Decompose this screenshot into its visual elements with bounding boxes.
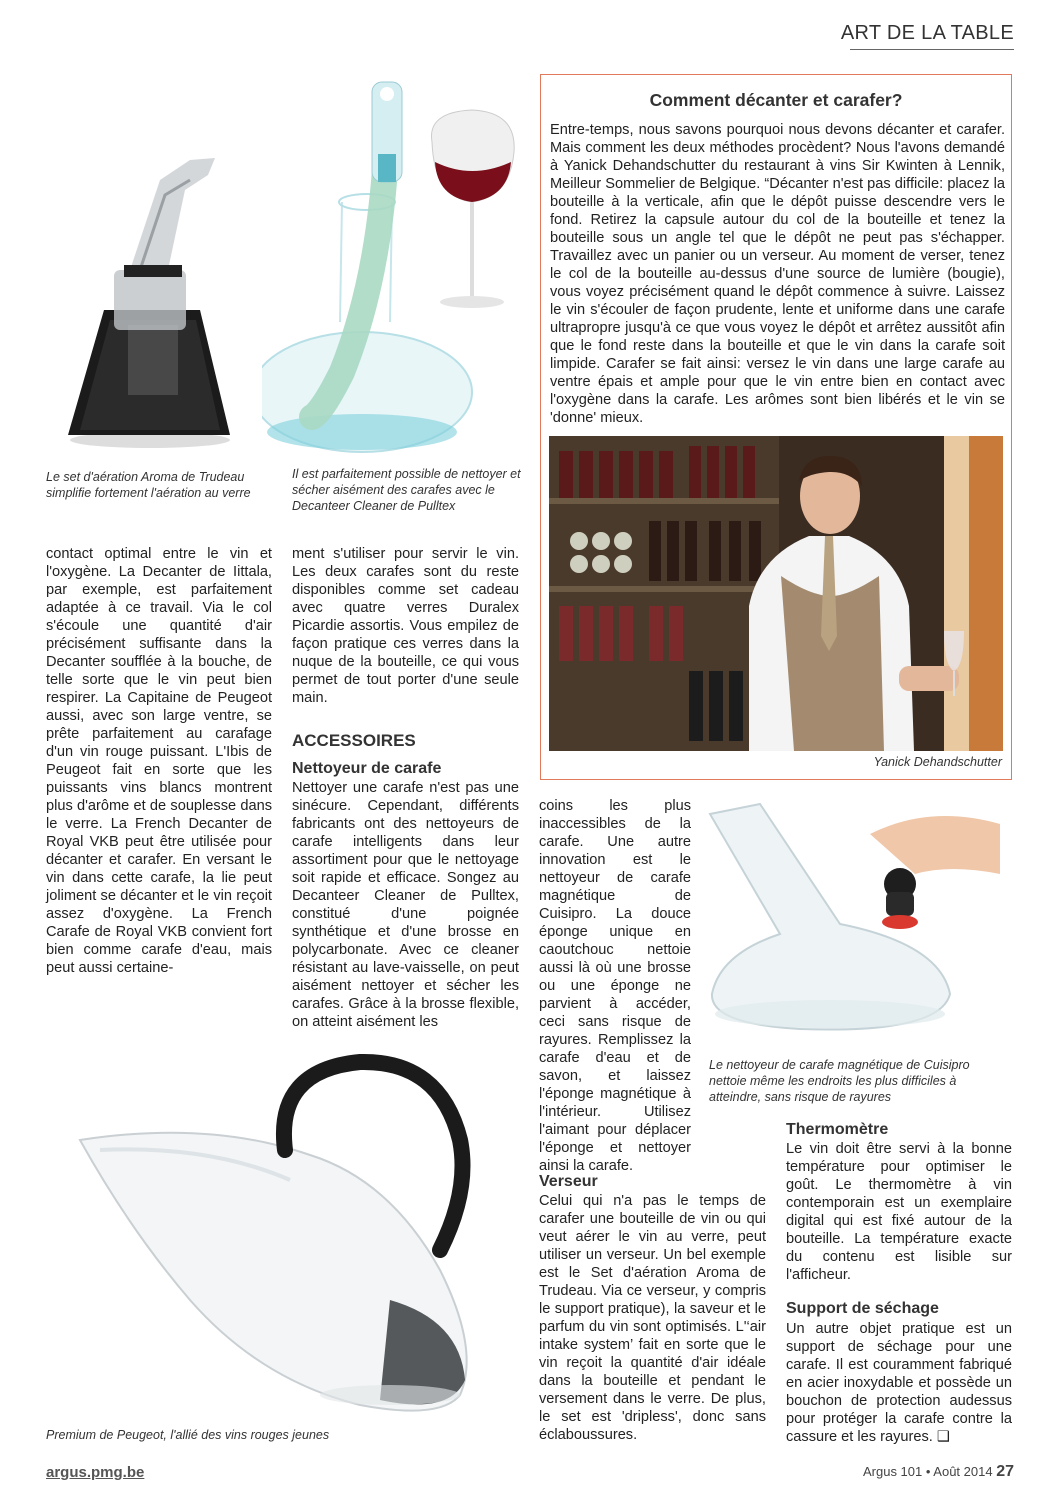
page-number: 27 (996, 1463, 1014, 1480)
footer-site-link[interactable]: argus.pmg.be (46, 1464, 145, 1481)
peugeot-decanter-image (60, 1050, 530, 1422)
accessoires-heading: ACCESSOIRES (292, 731, 416, 750)
nettoyeur-heading: Nettoyeur de carafe (292, 760, 442, 777)
support-body-text: Un autre objet pratique est un support de séchage pour une carafe. Il est couramment fabriqué en acier inoxydable et possède un bouchon de protection audessus pour protéger la carafe contre la cassure et les rayures. (786, 1321, 1012, 1445)
nettoyeur-body: Nettoyer une carafe n'est pas une sinécure. Cependant, différents fabricants ont des nettoyeurs de carafe intelligents dans leur assortiment pour que le nettoyage soit rapide et efficace. Songez au Decanteer Cleaner de Pulltex, constitué d'une poignée synthétique et d'une brosse en polycarbonate. Avec ce cleaner résistant au lave-vaisselle, on peut aisément nettoyer et sécher les carafes. Grâce à la brosse flexible, on atteint aisément les (292, 780, 519, 1030)
box-title: Comment décanter et carafer? (649, 90, 903, 110)
verseur-body: Celui qui n'a pas le temps de carafer une bouteille de vin ou qui veut aérer le vin au verre, peut utiliser un verseur. Un bel exemple est le Set d'aération Aroma de Trudeau. Via ce verseur, y compris le support pratique), la saveur et le parfum du vin sont optimisés. L'‘air intake system’ fait en sorte que le vin reçoit la quantité d'air idéale dans la bouteille et pendant le versement dans le verre. De plus, le set est 'dripless', donc sans éclaboussures. (539, 1193, 766, 1443)
thermometre-heading: Thermomètre (786, 1121, 889, 1138)
cuisipro-cleaner-image (700, 794, 1012, 1050)
verseur-heading: Verseur (539, 1173, 598, 1190)
column-2-intro: ment s'utiliser pour servir le vin. Les deux carafes sont du reste disponibles comme set cadeau avec quatre verres Duralex Picardie assortis. Vous empilez de façon pratique ces verres dans la nuque de la bouteille, ce qui vous permet de tout porter d'une seule main. (292, 546, 519, 706)
caption-aroma: Le set d'aération Aroma de Trudeau simplifie fortement l'aération au verre (46, 470, 251, 500)
column-1-text: contact optimal entre le vin et l'oxygène. La Decanter de Iittala, par exemple, est parfaitement adaptée à ce travail. Via le col s'écoule une quantité d'air précisément suffisante dans la Decanter soufflée à la bouche, de telle sorte que le vin peut bien respirer. La Capitaine de Peugeot aussi, avec son large ventre, se prête parfaitement au carafage d'un vin rouge puissant. L'Ibis de Peugeot fait en sorte que les puissants vins blancs montrent plus d'arôme et de souplesse dans le verre. La French Decanter de Royal VKB peut être utilisée pour décanter et carafer. En versant le vin dans cette carafe, la lie peut joliment se décanter et le vin reçoit assez d'oxygène. La French Carafe de Royal VKB convient fort bien comme carafe d'eau, mais peut aussi certaine- (46, 546, 272, 976)
sommelier-photo (549, 436, 1003, 751)
box-body: Entre-temps, nous savons pourquoi nous devons décanter et carafer. Mais comment les deux méthodes procèdent? Nous l'avons demandé à Yanick Dehandschutter du restaurant à vins Sir Kwinten à Lennik, Meilleur Sommelier de Belgique. “Décanter n'est pas difficile: placez la bouteille à la verticale, afin que le dépôt puisse descendre vers le fond. Retirez la capsule autour du col de la bouteille et tenez la bouteille sous un angle tel que le dépôt ne peut pas s'échapper. Travaillez avec un panier ou un verseur. Au moment de verser, tenez le col de la bouteille au-dessus d'une source de lumière (bougie), vous voyez précisément quand le dépôt commence à suivre. Laissez le vin s'écouler de façon prudente, lente et uniforme dans une carafe ultrapropre jusqu'à ce que vous voyez le dépôt et arrêtez aussitôt afin que le fond reste dans la bouteille et que le vin dans la carafe soit limpide. Carafer se fait ainsi: versez le vin dans une large carafe au ventre épais et ample pour que le vin entre bien en contact avec l'oxygène dans la carafe. Les arômes sont bien libérés et le vin se 'donne' mieux. (550, 122, 1005, 426)
end-mark-icon: ❑ (936, 1429, 950, 1445)
issue-label: Argus 101 • Août 2014 (862, 1464, 993, 1479)
caption-cuisipro: Le nettoyeur de carafe magnétique de Cuisipro nettoie même les endroits les plus difficiles à atteindre, sans risque de rayures (709, 1058, 970, 1104)
pulltex-cleaner-image (262, 72, 530, 464)
section-tag: ART DE LA TABLE (840, 22, 1014, 44)
caption-pulltex: Il est parfaitement possible de nettoyer et sécher aisément des carafes avec le Decanteer Cleaner de Pulltex (292, 467, 521, 513)
column-3-continued: coins les plus inaccessibles de la carafe. Une autre innovation est le nettoyeur de carafe magnétique de Cuisipro. La douce éponge unique en caoutchouc nettoie aussi là où une brosse ou une éponge ne parvient à accéder, ceci sans risque de rayures. Remplissez la carafe d'eau et de savon, et laissez l'éponge magnétique à l'intérieur. Utilisez l'aimant pour déplacer l'éponge et nettoyer ainsi la carafe. (539, 798, 691, 1174)
footer-issue (863, 1463, 1014, 1481)
thermometre-body: Le vin doit être servi à la bonne température pour optimiser le goût. Le thermomètre à vin contemporain est un exemplaire digital qui est fixé autour de la bouteille. La température exacte du contenu est lisible sur l'afficheur. (786, 1141, 1012, 1283)
caption-peugeot: Premium de Peugeot, l'allié des vins rouges jeunes (46, 1428, 330, 1442)
aroma-aerator-image (40, 120, 240, 460)
caption-sommelier: Yanick Dehandschutter (873, 755, 1002, 769)
section-divider (850, 49, 1014, 50)
support-body (786, 1320, 1012, 1446)
support-heading: Support de séchage (786, 1300, 939, 1317)
